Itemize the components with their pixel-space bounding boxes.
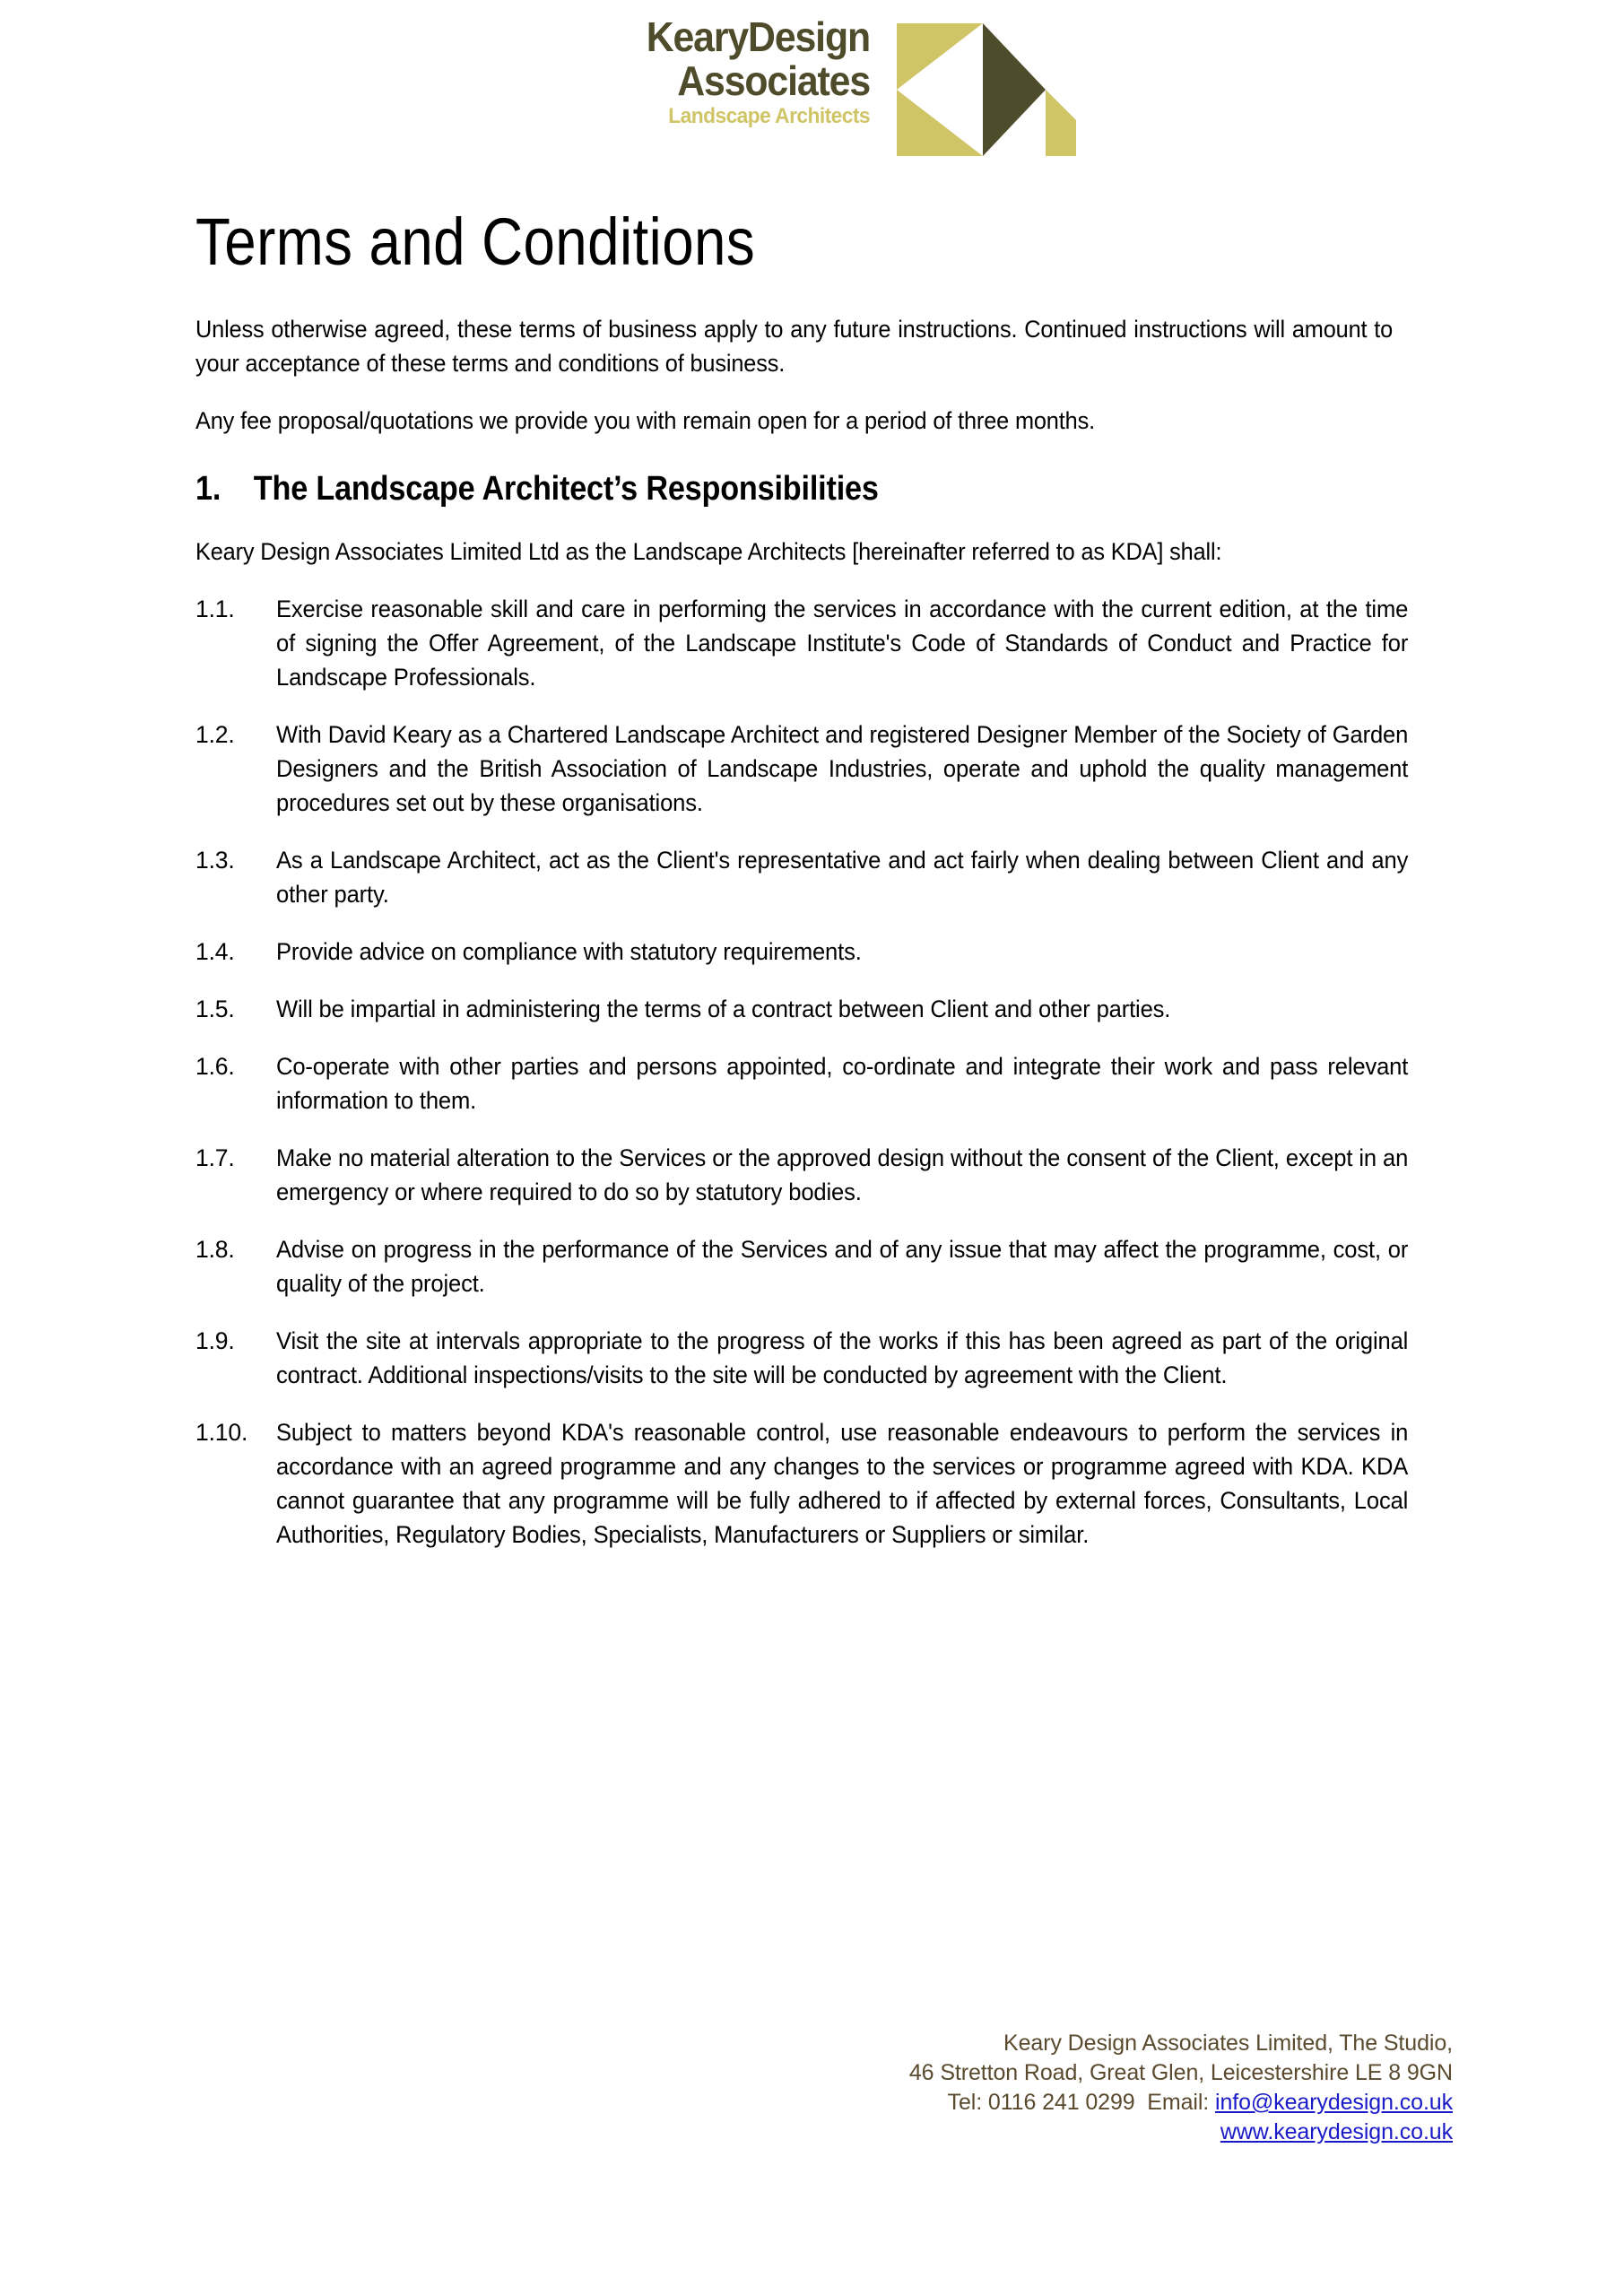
page-title: Terms and Conditions	[195, 204, 756, 279]
clause-text: Make no material alteration to the Services or the approved design without the consent of the Client, except in an emergency or where required to do so by statutory bodies.	[276, 1144, 1409, 1205]
clause-item	[195, 1141, 1449, 1209]
section-number: 1.	[195, 470, 221, 508]
clause-text: With David Keary as a Chartered Landscape Architect and registered Designer Member of the Society of Garden Designers and the British Association of Landscape Industries, operate and uphold the quality management procedures set out by these organisations.	[276, 721, 1409, 816]
footer-address-line: 46 Stretton Road, Great Glen, Leicestershire LE 8 9GN	[908, 2060, 1453, 2085]
clause-text: Co-operate with other parties and persons appointed, co-ordinate and integrate their work and pass relevant information to them.	[276, 1053, 1409, 1114]
clause-item	[195, 718, 1449, 820]
clause-item	[195, 1324, 1449, 1392]
clause-text: Subject to matters beyond KDA's reasonable control, use reasonable endeavours to perform the services in accordance with an agreed programme and any changes to the services or programme agreed with KDA. KDA cannot guarantee that any programme will be fully adhered to if affected by external forces, Consultants, Local Authorities, Regulatory Bodies, Specialists, Manufacturers or Suppliers or similar.	[276, 1419, 1409, 1548]
clause-item	[195, 992, 1449, 1026]
logo-tagline: Landscape Architects	[668, 104, 870, 128]
intro-paragraph-2: Any fee proposal/quotations we provide you with remain open for a period of three months.	[195, 407, 1095, 434]
document-body	[195, 206, 1449, 1575]
clause-text: Will be impartial in administering the terms of a contract between Client and other parties.	[276, 996, 1171, 1022]
company-logo	[574, 13, 1076, 160]
logo-line-associates: Associates	[677, 57, 870, 104]
section-lead-paragraph: Keary Design Associates Limited Ltd as the Landscape Architects [hereinafter referred to as KDA] shall:	[195, 538, 1222, 565]
clause-text: As a Landscape Architect, act as the Client's representative and act fairly when dealing between Client and any other party.	[276, 847, 1409, 908]
clause-item	[195, 843, 1449, 911]
clause-number: 1.6.	[195, 1053, 235, 1080]
intro-paragraph-1: Unless otherwise agreed, these terms of business apply to any future instructions. Continued instructions will amount to your acceptance of these terms and conditions of business.	[195, 316, 1394, 377]
footer-website-link[interactable]: www.kearydesign.co.uk	[1220, 2119, 1453, 2144]
clause-item	[195, 1049, 1449, 1118]
section-title: The Landscape Architect’s Responsibilities	[253, 470, 879, 508]
page-footer	[628, 2029, 1453, 2147]
footer-tel: Tel: 0116 241 0299	[947, 2090, 1135, 2115]
clause-number: 1.3.	[195, 847, 235, 874]
section-heading-1	[195, 468, 1324, 509]
logo-mark-icon	[897, 23, 1076, 156]
clause-item	[195, 1232, 1449, 1300]
clause-item	[195, 935, 1449, 969]
clause-number: 1.4.	[195, 938, 235, 965]
clause-number: 1.2.	[195, 721, 235, 748]
clause-text: Provide advice on compliance with statutory requirements.	[276, 938, 862, 965]
clause-item	[195, 592, 1449, 694]
logo-line-keary-design: KearyDesign	[646, 13, 870, 60]
footer-email-label: Email:	[1147, 2090, 1210, 2115]
clause-text: Visit the site at intervals appropriate to the progress of the works if this has been agreed as part of the original contract. Additional inspections/visits to the site will be conducted by agreement with the Client.	[276, 1327, 1409, 1388]
clause-number: 1.10.	[195, 1419, 248, 1446]
clause-number: 1.1.	[195, 596, 235, 622]
clause-number: 1.8.	[195, 1236, 235, 1263]
clause-text: Exercise reasonable skill and care in performing the services in accordance with the current edition, at the time of signing the Offer Agreement, of the Landscape Institute's Code of Standards of Conduct and Practice for Landscape Professionals.	[276, 596, 1409, 691]
clause-number: 1.9.	[195, 1327, 235, 1354]
footer-website-line	[628, 2118, 1453, 2147]
clause-item	[195, 1415, 1449, 1552]
footer-contact-line	[628, 2088, 1453, 2118]
clause-text: Advise on progress in the performance of the Services and of any issue that may affect the programme, cost, or quality of the project.	[276, 1236, 1409, 1297]
footer-company-line: Keary Design Associates Limited, The Studio,	[1003, 2031, 1453, 2056]
logo-wordmark	[574, 13, 870, 128]
clause-number: 1.5.	[195, 996, 235, 1022]
footer-email-link[interactable]: info@kearydesign.co.uk	[1215, 2090, 1453, 2115]
clause-number: 1.7.	[195, 1144, 235, 1171]
